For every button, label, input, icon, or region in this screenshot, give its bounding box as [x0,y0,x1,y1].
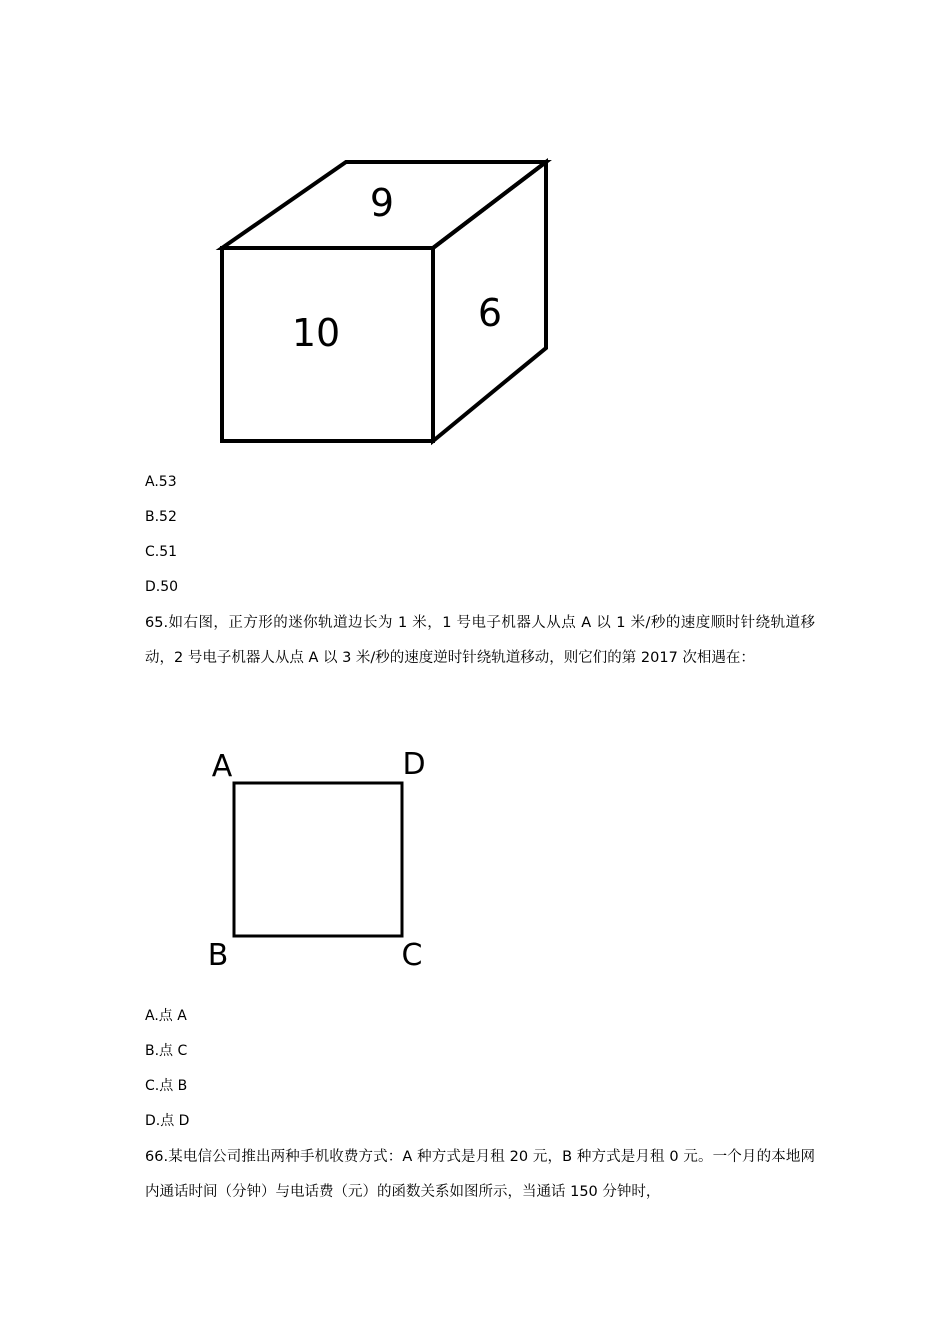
cube-figure [210,150,560,450]
q66-question-text: 66.某电信公司推出两种手机收费方式：A 种方式是月租 20 元，B 种方式是月租 0 元。一个月的本地网内通话时间（分钟）与电话费（元）的函数关系如图所示，当通话 150 分钟时， [145,1149,815,1200]
q65-question-text: 65.如右图，正方形的迷你轨道边长为 1 米，1 号电子机器人从点 A 以 1 米/秒的速度顺时针绕轨道移动，2 号电子机器人从点 A 以 3 米/秒的速度逆时针绕轨道移动，则它们的第 2017 次相遇在： [145,615,815,666]
cube-front-label: 10 [291,311,341,355]
q64-option-b: B.52 [145,509,177,525]
q64-option-a: A.53 [145,474,177,490]
q65-option-c: C.点 B [145,1078,188,1094]
q64-option-c: C.51 [145,544,178,560]
corner-label-c: C [401,938,423,973]
q64-option-d: D.50 [145,579,179,595]
corner-label-b: B [207,938,229,973]
cube-top-label: 9 [369,181,395,225]
corner-label-d: D [402,747,426,782]
q65-option-b: B.点 C [145,1043,188,1059]
q65-option-a: A.点 A [145,1008,187,1024]
cube-side-label: 6 [477,291,503,335]
corner-label-a: A [211,749,233,784]
square-track-figure [200,740,440,980]
q65-option-d: D.点 D [145,1113,190,1129]
square-track [234,783,402,936]
